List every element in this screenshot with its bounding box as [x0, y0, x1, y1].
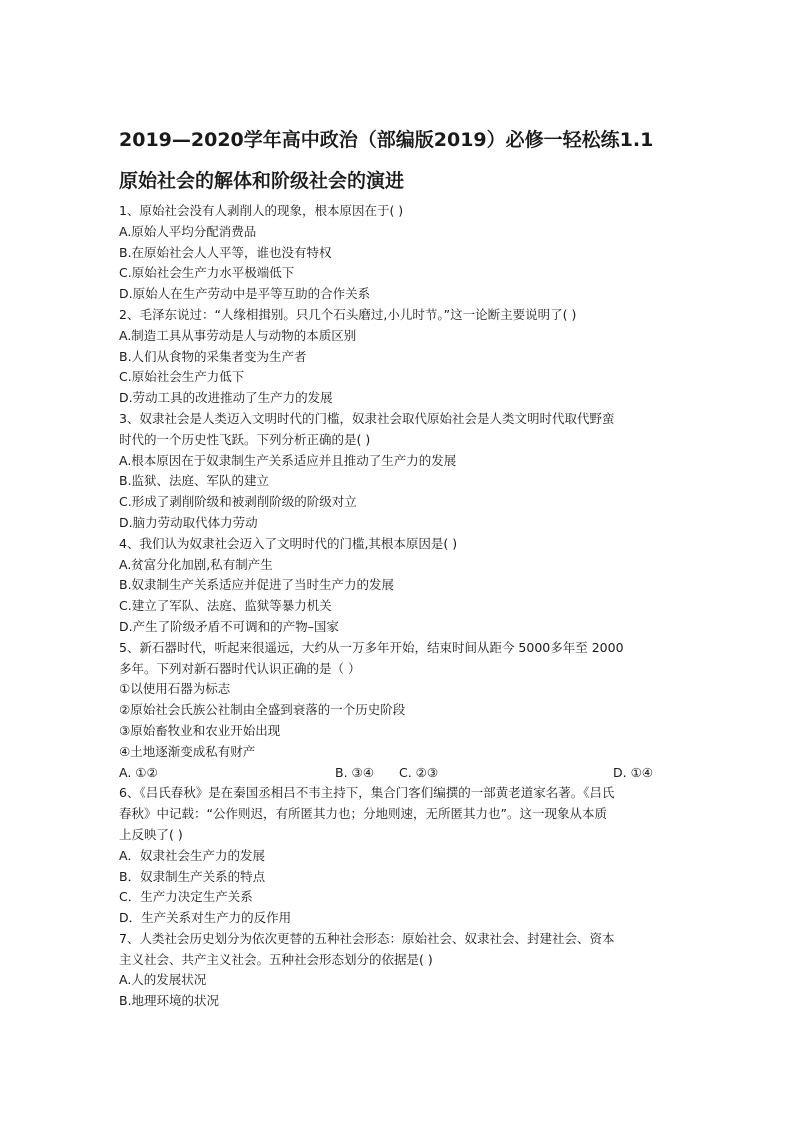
question-5-choice-a: A. ①②	[119, 764, 158, 780]
question-list	[119, 201, 679, 1012]
question-1-option-d: D.原始人在生产劳动中是平等互助的合作关系	[119, 286, 371, 302]
question-1-option-b: B.在原始社会人人平等，谁也没有特权	[119, 244, 332, 260]
question-3-option-d: D.脑力劳动取代体力劳动	[119, 514, 258, 530]
question-1-stem: 1、原始社会没有人剥削人的现象，根本原因在于( )	[119, 203, 404, 218]
question-4-option-a: A.贫富分化加剧,私有制产生	[119, 556, 273, 572]
question-6-option-a: A．奴隶社会生产力的发展	[119, 847, 266, 863]
question-5-statement-4: ④土地逐渐变成私有财产	[119, 743, 256, 759]
question-5-choices	[119, 763, 679, 784]
question-7-option-b: B.地理环境的状况	[119, 993, 220, 1009]
question-4-option-c: C.建立了军队、法庭、监狱等暴力机关	[119, 598, 332, 614]
question-6-stem-line1: 6、《吕氏春秋》是在秦国丞相吕不韦主持下，集合门客们编撰的一部黄老道家名著。《吕氏	[119, 785, 615, 801]
question-2-stem: 2、毛泽东说过：“人缘相揖别。只几个石头磨过,小儿时节。”这一论断主要说明了( )	[119, 306, 577, 322]
question-1-option-a: A.原始人平均分配消费品	[119, 223, 257, 239]
question-6-option-b: B．奴隶制生产关系的特点	[119, 868, 266, 884]
question-5-choice-d: D. ①④	[613, 764, 653, 780]
question-7-stem-line2: 主义社会、共产主义社会。五种社会形态划分的依据是( )	[119, 951, 433, 967]
question-4-stem: 4、我们认为奴隶社会迈入了文明时代的门槛,其根本原因是( )	[119, 535, 458, 551]
question-3-stem-line2: 时代的一个历史性飞跃。下列分析正确的是( )	[119, 431, 371, 447]
question-5-statement-2: ②原始社会氏族公社制由全盛到衰落的一个历史阶段	[119, 702, 406, 718]
question-6-stem-line2: 春秋》中记载：“公作则迟，有所匿其力也；分地则速，无所匿其力也”。这一现象从本质	[119, 806, 607, 822]
document-title-line2: 原始社会的解体和阶级社会的演进	[119, 170, 405, 192]
question-6-option-c: C．生产力决定生产关系	[119, 889, 253, 905]
question-2-option-b: B.人们从食物的采集者变为生产者	[119, 348, 307, 364]
question-4-option-d: D.产生了阶级矛盾不可调和的产物–国家	[119, 618, 339, 634]
question-2-option-a: A.制造工具从事劳动是人与动物的本质区别	[119, 327, 357, 343]
question-4-option-b: B.奴隶制生产关系适应并促进了当时生产力的发展	[119, 577, 395, 593]
question-7-option-a: A.人的发展状况	[119, 972, 207, 988]
document-title-line1: 2019—2020学年高中政治（部编版2019）必修一轻松练1.1	[119, 129, 654, 151]
question-5-stem-line2: 多年。下列对新石器时代认识正确的是（ ）	[119, 660, 361, 676]
question-3-stem-line1: 3、奴隶社会是人类迈入文明时代的门槛，奴隶社会取代原始社会是人类文明时代取代野蛮	[119, 410, 615, 426]
question-6-option-d: D．生产关系对生产力的反作用	[119, 910, 292, 926]
question-5-statement-3: ③原始畜牧业和农业开始出现	[119, 722, 281, 738]
question-5-statement-1: ①以使用石器为标志	[119, 681, 231, 697]
question-7-stem-line1: 7、人类社会历史划分为依次更替的五种社会形态：原始社会、奴隶社会、封建社会、资本	[119, 930, 615, 946]
question-3-option-b: B.监狱、法庭、军队的建立	[119, 473, 270, 489]
question-2-option-d: D.劳动工具的改进推动了生产力的发展	[119, 390, 333, 406]
question-5-choice-c: C. ②③	[399, 764, 439, 780]
question-6-stem-line3: 上反映了( )	[119, 826, 183, 842]
question-5-stem-line1: 5、新石器时代，听起来很遥远，大约从一万多年开始，结束时间从距今 5000多年至 2000	[119, 639, 624, 655]
question-3-option-a: A.根本原因在于奴隶制生产关系适应并且推动了生产力的发展	[119, 452, 457, 468]
question-3-option-c: C.形成了剥削阶级和被剥削阶级的阶级对立	[119, 494, 357, 510]
question-1-option-c: C.原始社会生产力水平极端低下	[119, 265, 295, 281]
question-2-option-c: C.原始社会生产力低下	[119, 369, 245, 385]
question-5-choice-b: B. ③④	[335, 764, 374, 780]
